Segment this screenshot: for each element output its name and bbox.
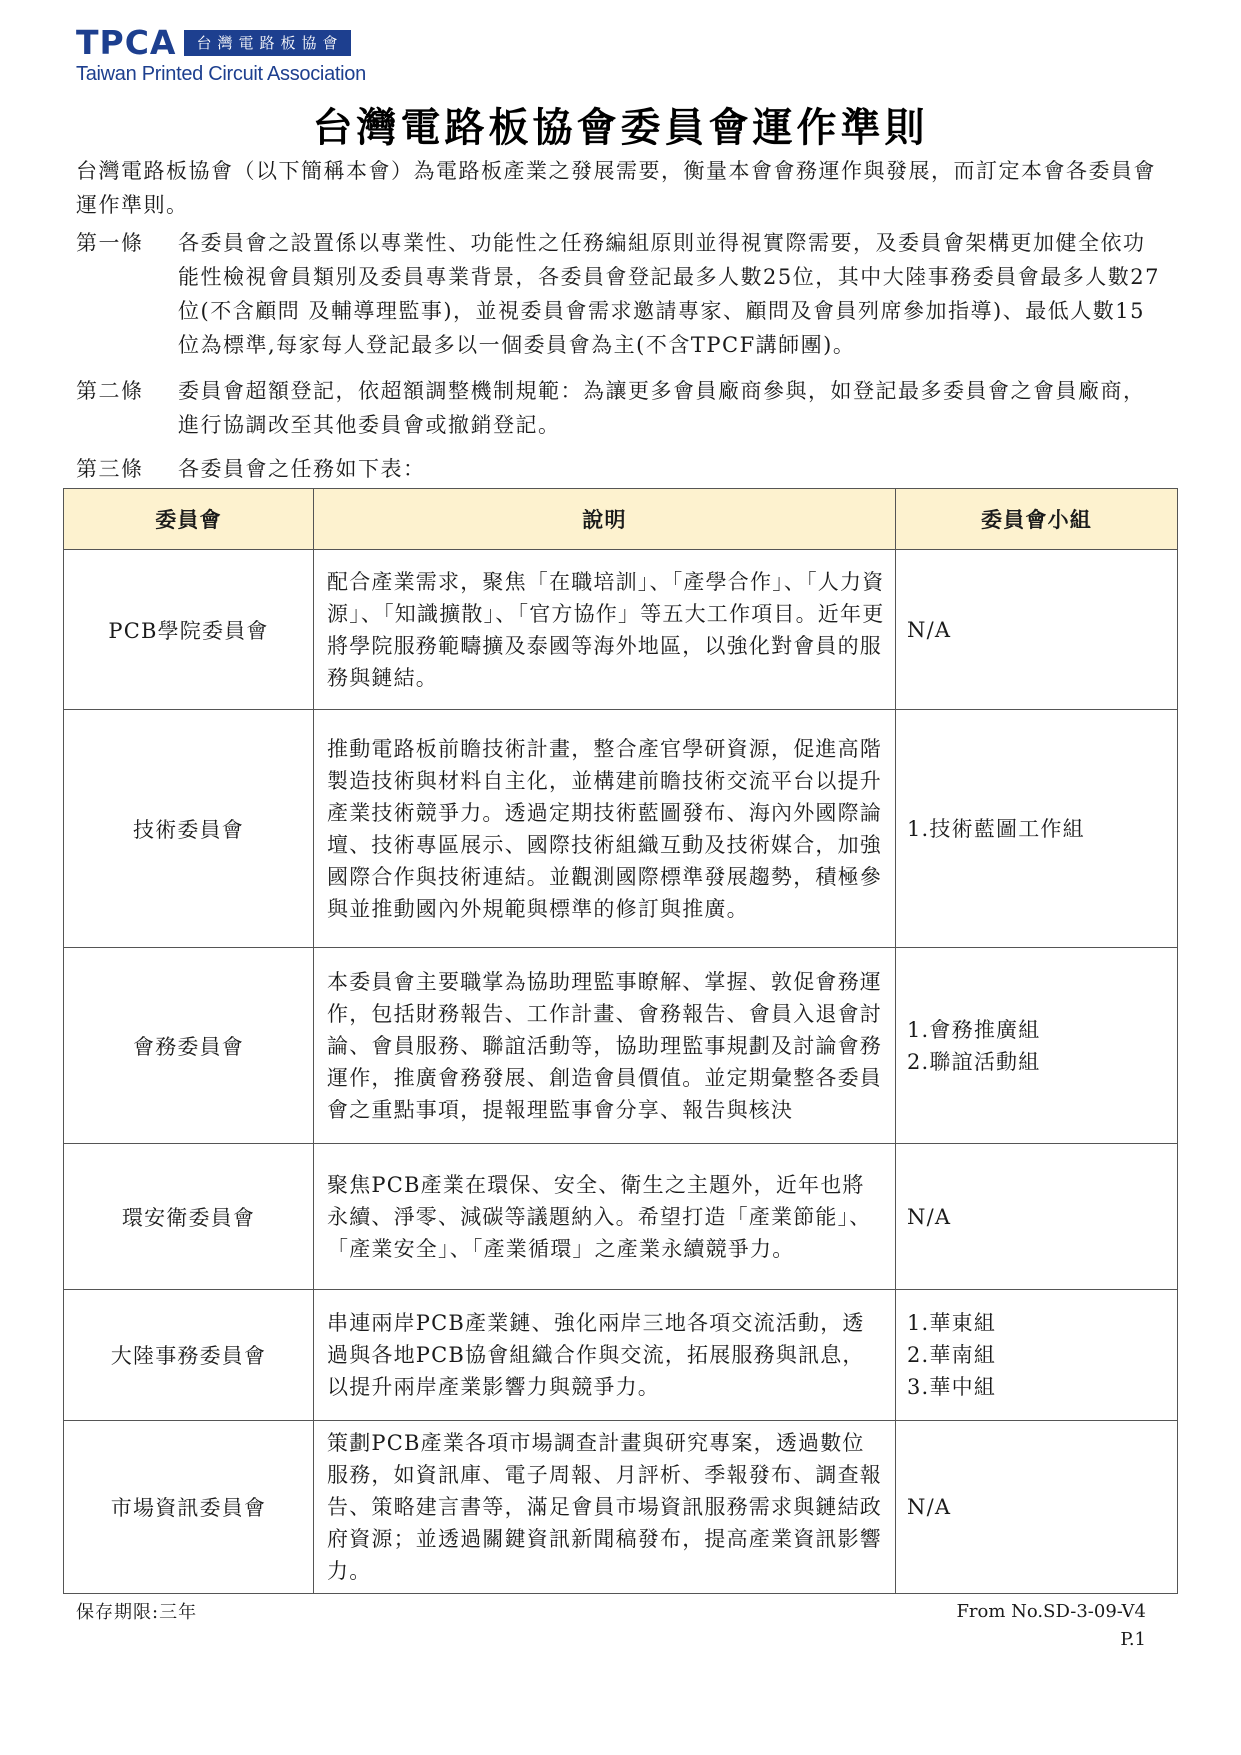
subgroup-item: N/A	[907, 617, 952, 642]
article-label: 第一條	[76, 231, 144, 255]
subgroup-item: 2.聯誼活動組	[907, 1049, 1041, 1074]
tpca-logo	[76, 23, 374, 86]
committee-description: 聚焦PCB產業在環保、安全、衛生之主題外，近年也將永續、淨零、減碳等議題納入。希望打造「產業節能」、「產業安全」、「產業循環」之產業永續競爭力。	[314, 1144, 896, 1290]
article-text: 各委員會之任務如下表：	[178, 457, 426, 481]
committee-description: 配合產業需求，聚焦「在職培訓」、「產學合作」、「人力資源」、「知識擴散」、「官方協作」等五大工作項目。近年更將學院服務範疇擴及泰國等海外地區，以強化對會員的服務與鏈結。	[314, 550, 896, 710]
article-1	[76, 226, 1166, 362]
committee-description: 推動電路板前瞻技術計畫，整合產官學研資源，促進高階製造技術與材料自主化，並構建前瞻技術交流平台以提升產業技術競爭力。透過定期技術藍圖發布、海內外國際論壇、技術專區展示、國際技術組織互動及技術媒合，加強國際合作與技術連結。並觀測國際標準發展趨勢，積極參與並推動國內外規範與標準的修訂與推廣。	[314, 710, 896, 948]
article-3	[76, 452, 1166, 486]
committee-name: 大陸事務委員會	[64, 1290, 314, 1421]
article-label: 第三條	[76, 457, 144, 481]
subgroup-item: N/A	[907, 1204, 952, 1229]
subgroup-item: N/A	[907, 1495, 952, 1519]
committee-description: 策劃PCB產業各項市場調查計畫與研究專案，透過數位服務，如資訊庫、電子周報、月評析、季報發布、調查報告、策略建言書等，滿足會員市場資訊服務需求與鏈結政府資源；並透過關鍵資訊新聞稿發布，提高產業資訊影響力。	[314, 1421, 896, 1594]
committee-subgroups	[896, 1144, 1178, 1290]
committee-description: 本委員會主要職掌為協助理監事瞭解、掌握、敦促會務運作，包括財務報告、工作計畫、會務報告、會員入退會討論、會員服務、聯誼活動等，協助理監事規劃及討論會務運作，推廣會務發展、創造會員價值。並定期彙整各委員會之重點事項，提報理監事會分享、報告與核決	[314, 948, 896, 1144]
committee-subgroups	[896, 550, 1178, 710]
table-row	[64, 1421, 1178, 1594]
committee-table	[63, 488, 1178, 1594]
committee-name: 環安衛委員會	[64, 1144, 314, 1290]
committee-name: 市場資訊委員會	[64, 1421, 314, 1594]
logo-english-name: Taiwan Printed Circuit Association	[76, 63, 366, 85]
committee-subgroups	[896, 1290, 1178, 1421]
logo-chinese-name: 台灣電路板協會	[184, 30, 351, 56]
subgroup-item: 1.華東組	[907, 1311, 997, 1335]
table-row	[64, 948, 1178, 1144]
committee-name: 技術委員會	[64, 710, 314, 948]
footer-form-info	[956, 1598, 1146, 1654]
table-header-row	[64, 489, 1178, 550]
table-row	[64, 1290, 1178, 1421]
table-row	[64, 710, 1178, 948]
committee-name: 會務委員會	[64, 948, 314, 1144]
subgroup-item: 1.會務推廣組	[907, 1017, 1041, 1042]
intro-paragraph: 台灣電路板協會（以下簡稱本會）為電路板產業之發展需要，衡量本會會務運作與發展，而訂定本會各委員會運作準則。	[76, 159, 1156, 217]
subgroup-item: 3.華中組	[907, 1375, 997, 1399]
article-2	[76, 374, 1166, 442]
table-row	[64, 550, 1178, 710]
committee-table-wrap	[63, 488, 1177, 1594]
article-text: 委員會超額登記，依超額調整機制規範：為讓更多會員廠商參與，如登記最多委員會之會員廠商，進行協調改至其他委員會或撤銷登記。	[178, 379, 1146, 437]
form-number: From No.SD-3-09-V4	[956, 1601, 1146, 1622]
subgroup-item: 1.技術藍圖工作組	[907, 816, 1085, 841]
committee-description: 串連兩岸PCB產業鏈、強化兩岸三地各項交流活動，透過與各地PCB協會組織合作與交流，拓展服務與訊息，以提升兩岸產業影響力與競爭力。	[314, 1290, 896, 1421]
article-label: 第二條	[76, 379, 144, 403]
logo-mark: TPCA	[76, 23, 177, 62]
committee-name: PCB學院委員會	[64, 550, 314, 710]
page-number: P.1	[1120, 1629, 1146, 1650]
table-row	[64, 1144, 1178, 1290]
article-text: 各委員會之設置係以專業性、功能性之任務編組原則並得視實際需要，及委員會架構更加健全依功能性檢視會員類別及委員專業背景，各委員會登記最多人數25位，其中大陸事務委員會最多人數27位(不含顧問 及輔導理監事)，並視委員會需求邀請專家、顧問及會員列席參加指導)、最低人數15位為標準,每家每人登記最多以一個委員會為主(不含TPCF講師團)。	[178, 231, 1160, 357]
header-description: 說明	[314, 489, 896, 550]
committee-subgroups	[896, 948, 1178, 1144]
retention-period: 保存期限:三年	[76, 1602, 198, 1623]
committee-subgroups	[896, 710, 1178, 948]
header-committee: 委員會	[64, 489, 314, 550]
committee-subgroups	[896, 1421, 1178, 1594]
document-title: 台灣電路板協會委員會運作準則	[312, 104, 929, 151]
subgroup-item: 2.華南組	[907, 1343, 997, 1367]
header-subgroups: 委員會小組	[896, 489, 1178, 550]
